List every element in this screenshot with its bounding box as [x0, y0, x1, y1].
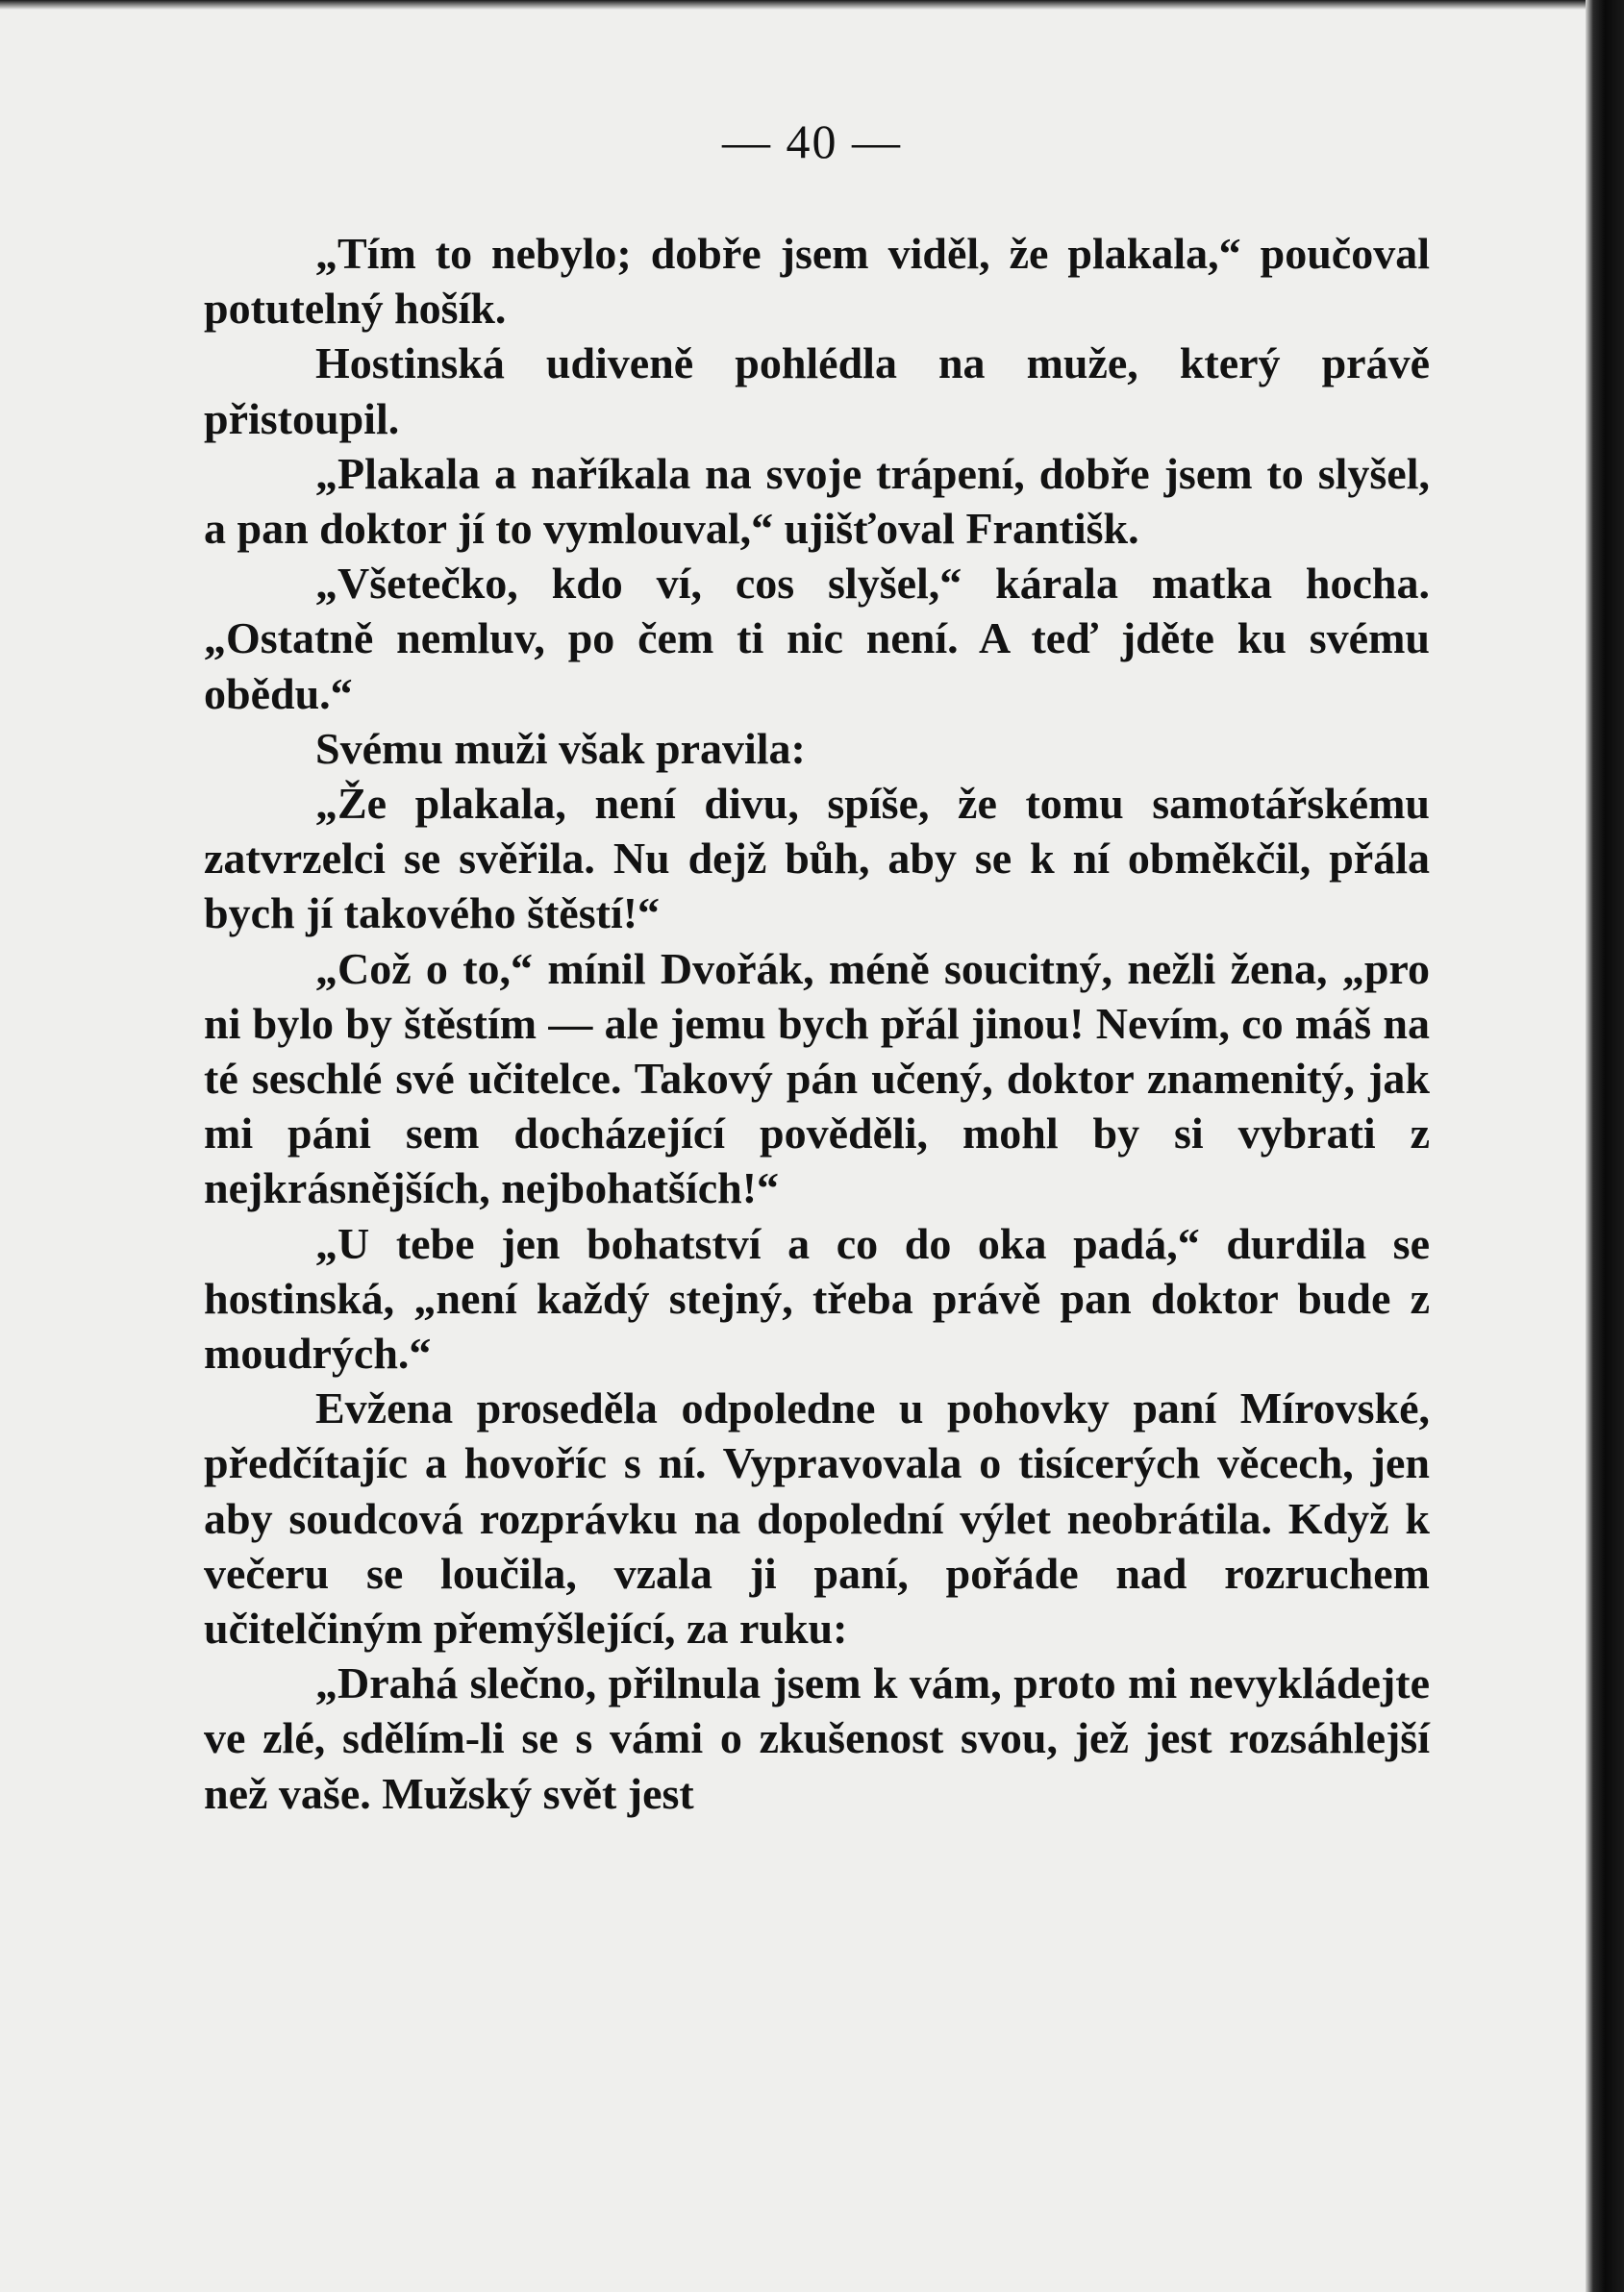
paragraph: Svému muži však pravila: [315, 723, 806, 773]
paragraph: „Všetečko, kdo ví, cos slyšel,“ kárala matka hocha. „Ostatně nemluv, po čem ti nic není. A teď jděte ku svému obědu.“ [204, 559, 1430, 718]
paragraph: Hostinská udiveně pohlédla na muže, který právě přistoupil. [204, 338, 1430, 443]
paragraph: „Plakala a naříkala na svoje trápení, dobře jsem to slyšel, a pan doktor jí to vymlouval,“ ujišťoval Františk. [204, 448, 1430, 554]
paragraph: „Drahá slečno, přilnula jsem k vám, proto mi nevykládejte ve zlé, sdělím-li se s vámi o zkušenost svou, jež jest rozsáhlejší než vaše. Mužský svět jest [204, 1658, 1430, 1818]
body-text [204, 226, 1430, 1821]
paragraph: „Což o to,“ mínil Dvořák, méně soucitný, nežli žena, „pro ni bylo by štěstím — ale jemu bych přál jinou! Nevím, co máš na té seschlé své učitelce. Takový pán učený, doktor znamenitý, jak mi páni sem docházející pověděli, mohl by si vybrati z nejkrásnějších, nejbohatších!“ [204, 943, 1430, 1213]
page-number: — 40 — [722, 114, 902, 168]
paragraph: „Že plakala, není divu, spíše, že tomu samotářskému zatvrzelci se svěřila. Nu dejž bůh, aby se k ní obměkčil, přála bych jí takového štěstí!“ [204, 779, 1430, 938]
page-binding-edge [1586, 0, 1624, 2292]
paragraph: „U tebe jen bohatství a co do oka padá,“ durdila se hostinská, „není každý stejný, třeba právě pan doktor bude z moudrých.“ [204, 1218, 1430, 1379]
paragraph: „Tím to nebylo; dobře jsem viděl, že plakala,“ poučoval potutelný hošík. [204, 229, 1430, 334]
paragraph: Evžena proseděla odpoledne u pohovky paní Mírovské, předčítajíc a hovoříc s ní. Vypravovala o tisícerých věcech, jen aby soudcová rozprávku na dopolední výlet neobrátila. Když k večeru se loučila, vzala ji paní, pořáde nad rozruchem učitelčiným přemýšlející, za ruku: [204, 1383, 1430, 1654]
page-top-shadow [0, 0, 1624, 10]
